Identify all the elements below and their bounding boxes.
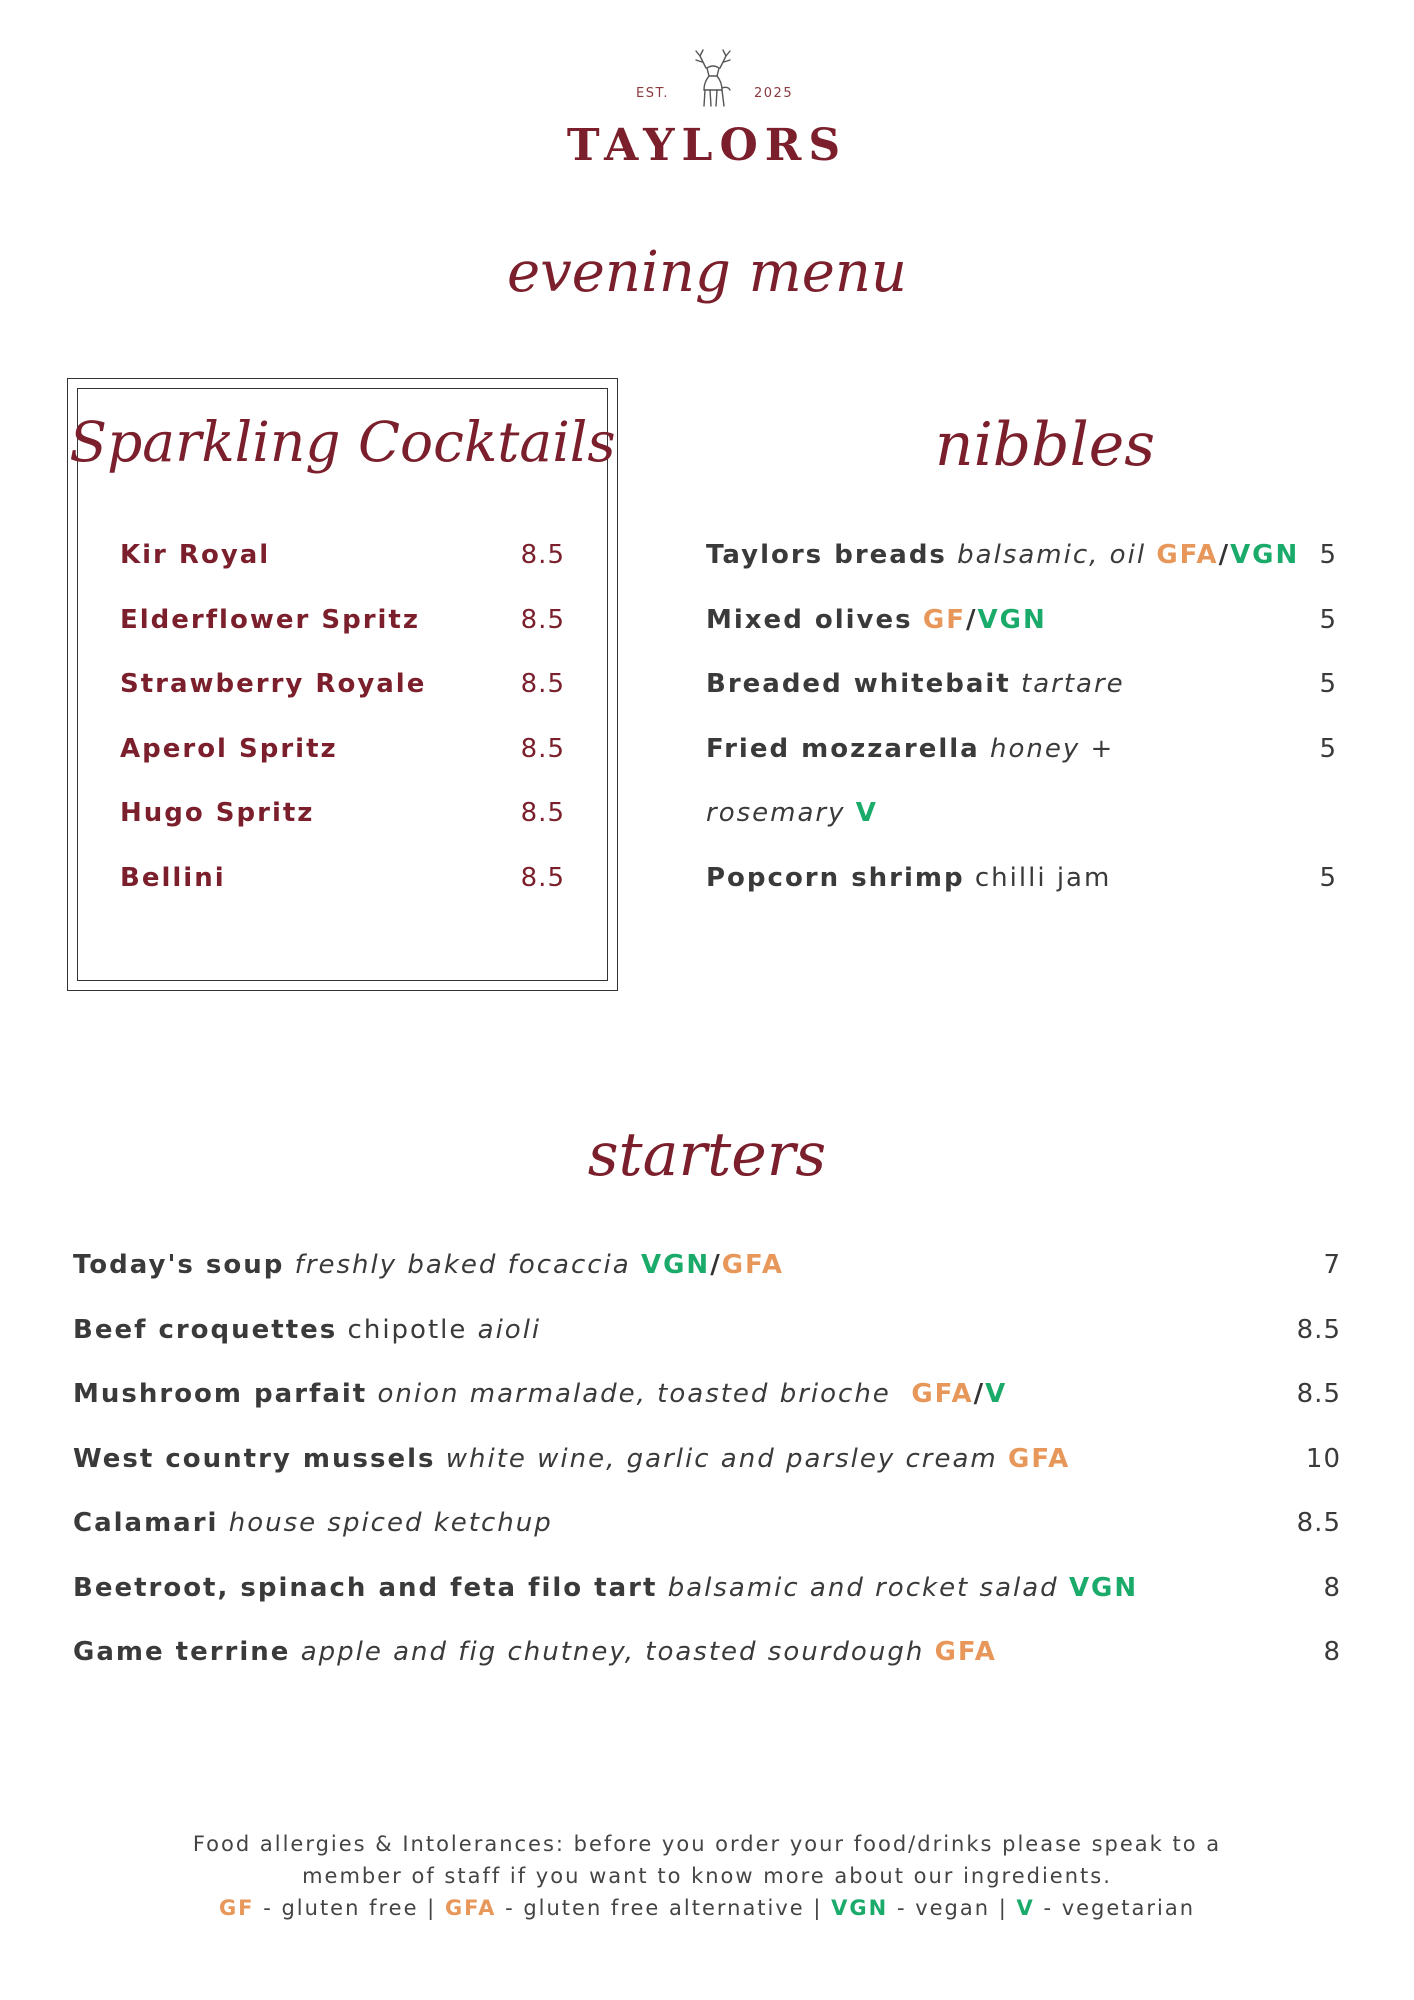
item-price: 5 — [1319, 540, 1336, 570]
allergy-notice-line1: Food allergies & Intolerances: before you order your food/drinks please speak to a — [192, 1832, 1222, 1856]
item-price: 8.5 — [520, 798, 565, 828]
starters-list — [73, 1250, 1341, 1702]
dietary-tag-vgn: VGN — [640, 1250, 711, 1280]
cocktail-list — [120, 540, 565, 927]
item-name: Hugo Spritz — [120, 798, 315, 828]
item-price: 5 — [1319, 669, 1336, 699]
dietary-tag-vgn: VGN — [1068, 1572, 1139, 1603]
item-description-cont: rosemary — [706, 798, 846, 828]
nibble-item-fried-mozzarella-cont — [706, 798, 1336, 863]
item-price: 7 — [1323, 1250, 1341, 1280]
cocktail-item-strawberry-royale — [120, 669, 565, 734]
item-description: chilli jam — [974, 862, 1112, 893]
item-price: 8 — [1323, 1572, 1341, 1603]
dietary-tag-gfa: GFA — [721, 1250, 784, 1280]
item-name: Calamari — [73, 1508, 219, 1538]
item-name: Aperol Spritz — [120, 733, 338, 764]
item-price: 8.5 — [520, 540, 565, 570]
tag-separator: / — [710, 1250, 722, 1280]
item-name: Mixed olives — [706, 604, 913, 635]
item-name: Popcorn shrimp — [706, 862, 965, 893]
legend-text-gfa: - gluten free alternative | — [505, 1896, 823, 1920]
item-price: 8.5 — [1296, 1314, 1341, 1345]
legend-text-v: - vegetarian — [1043, 1896, 1196, 1920]
item-price: 8 — [1323, 1637, 1341, 1667]
item-price: 8.5 — [520, 862, 565, 893]
starter-item-calamari — [73, 1508, 1341, 1573]
item-price: 8.5 — [1296, 1379, 1341, 1409]
item-description: honey + — [989, 733, 1115, 764]
item-name: Breaded whitebait — [706, 669, 1011, 699]
legend-text-vgn: - vegan | — [896, 1896, 1008, 1920]
nibble-item-taylors-breads — [706, 540, 1336, 605]
starter-item-beetroot-tart — [73, 1573, 1341, 1638]
dietary-tag-gf: GF — [922, 604, 966, 635]
legend-text-gf: - gluten free | — [263, 1896, 437, 1920]
nibble-item-popcorn-shrimp — [706, 863, 1336, 928]
nibble-item-breaded-whitebait — [706, 669, 1336, 734]
starters-title: starters — [587, 1120, 827, 1190]
legend-code-gfa: GFA — [444, 1896, 497, 1920]
cocktail-item-aperol-spritz — [120, 734, 565, 799]
item-name: Bellini — [120, 862, 226, 893]
item-description: freshly baked focaccia — [294, 1250, 631, 1280]
item-description: aioli — [477, 1314, 542, 1345]
item-name: Elderflower Spritz — [120, 604, 420, 635]
item-description: balsamic and rocket salad — [667, 1572, 1059, 1603]
item-price: 8.5 — [520, 669, 565, 699]
item-description: apple and fig chutney, toasted sourdough — [300, 1637, 925, 1667]
starter-item-game-terrine — [73, 1637, 1341, 1702]
cocktails-title: Sparkling Cocktails — [69, 410, 616, 474]
nibble-item-mixed-olives — [706, 605, 1336, 670]
item-name: Taylors breads — [706, 540, 947, 570]
item-name: Fried mozzarella — [706, 733, 980, 764]
item-name: Beetroot, spinach and feta filo tart — [73, 1572, 658, 1603]
starter-item-beef-croquettes — [73, 1315, 1341, 1380]
item-name: West country mussels — [73, 1443, 436, 1474]
item-description: balsamic, oil — [957, 540, 1147, 570]
cocktail-item-hugo-spritz — [120, 798, 565, 863]
dietary-tag-gfa: GFA — [1156, 540, 1219, 570]
dietary-legend — [0, 1892, 1414, 1924]
tag-separator: / — [1218, 540, 1231, 570]
item-name: Beef croquettes — [73, 1314, 338, 1345]
starter-item-west-country-mussels — [73, 1444, 1341, 1509]
item-price: 8.5 — [520, 733, 565, 764]
cocktail-item-kir-royal — [120, 540, 565, 605]
item-description: tartare — [1021, 669, 1125, 699]
legend-code-vgn: VGN — [831, 1896, 889, 1920]
nibble-item-fried-mozzarella — [706, 734, 1336, 799]
item-price: 5 — [1319, 604, 1336, 635]
starter-item-todays-soup — [73, 1250, 1341, 1315]
est-label: EST. — [636, 86, 669, 101]
cocktail-item-bellini — [120, 863, 565, 928]
item-price: 5 — [1319, 862, 1336, 893]
stag-icon — [690, 48, 736, 110]
item-name: Kir Royal — [120, 540, 271, 570]
page-title: evening menu — [507, 240, 907, 305]
item-price: 8.5 — [1296, 1508, 1341, 1538]
item-name: Mushroom parfait — [73, 1379, 368, 1409]
dietary-tag-vgn: VGN — [977, 604, 1047, 635]
dietary-tag-gfa: GFA — [934, 1637, 997, 1667]
tag-separator: / — [965, 604, 978, 635]
dietary-tag-v: V — [985, 1379, 1008, 1409]
item-price: 8.5 — [520, 604, 565, 635]
item-description: white wine, garlic and parsley cream — [445, 1443, 998, 1474]
item-price: 5 — [1319, 733, 1336, 764]
item-description: onion marmalade, toasted brioche — [377, 1379, 891, 1409]
item-description-plain: chipotle — [347, 1314, 468, 1345]
year-label: 2025 — [754, 86, 794, 101]
dietary-tag-vgn: VGN — [1230, 540, 1300, 570]
nibbles-title: nibbles — [934, 410, 1156, 480]
item-name: Today's soup — [73, 1250, 285, 1280]
allergy-footer — [0, 1828, 1414, 1924]
legend-code-v: V — [1016, 1896, 1035, 1920]
dietary-tag-gfa: GFA — [1008, 1443, 1071, 1474]
tag-separator: / — [973, 1379, 986, 1409]
brand-name: TAYLORS — [566, 120, 848, 171]
item-description: house spiced ketchup — [228, 1508, 553, 1538]
item-name: Game terrine — [73, 1637, 291, 1667]
starter-item-mushroom-parfait — [73, 1379, 1341, 1444]
dietary-tag-v: V — [855, 798, 878, 828]
item-name: Strawberry Royale — [120, 669, 427, 699]
nibbles-list — [706, 540, 1336, 927]
allergy-notice-line2: member of staff if you want to know more about our ingredients. — [302, 1864, 1112, 1888]
cocktail-item-elderflower-spritz — [120, 605, 565, 670]
dietary-tag-gfa: GFA — [911, 1379, 974, 1409]
item-price: 10 — [1305, 1443, 1341, 1474]
legend-code-gf: GF — [218, 1896, 255, 1920]
